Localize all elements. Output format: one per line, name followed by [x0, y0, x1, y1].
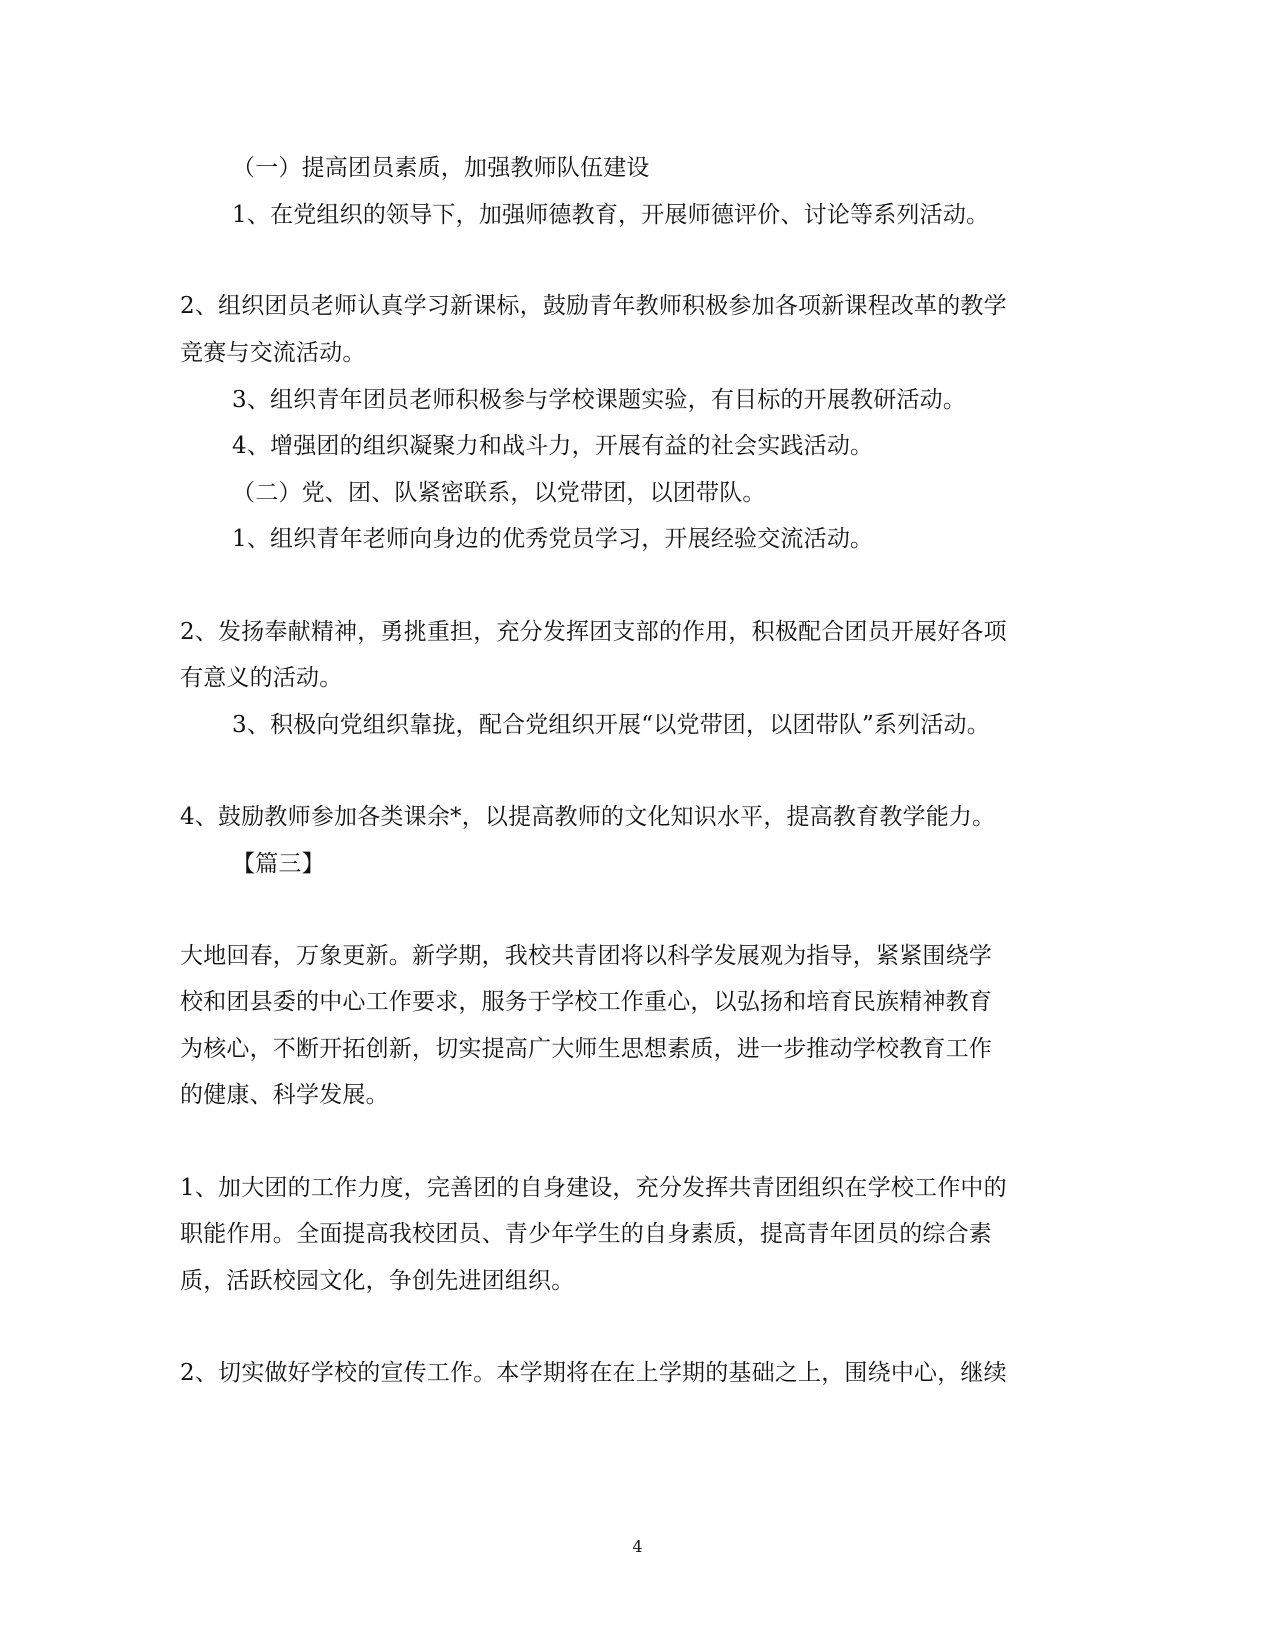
page-number: 4 — [632, 1537, 643, 1556]
paragraph-line: 3、组织青年团员老师积极参与学校课题实验，有目标的开展教研活动。 — [232, 387, 967, 413]
paragraph-line: 2、切实做好学校的宣传工作。本学期将在在上学期的基础之上，围绕中心，继续 — [180, 1360, 1007, 1386]
paragraph-line: 大地回春，万象更新。新学期，我校共青团将以科学发展观为指导，紧紧围绕学 — [180, 943, 992, 969]
paragraph-line: 4、鼓励教师参加各类课余*，以提高教师的文化知识水平，提高教育教学能力。 — [180, 804, 996, 830]
paragraph-line: 有意义的活动。 — [180, 665, 343, 691]
paragraph-line: 校和团县委的中心工作要求，服务于学校工作重心，以弘扬和培育民族精神教育 — [180, 989, 992, 1015]
paragraph-line: 为核心，不断开拓创新，切实提高广大师生思想素质，进一步推动学校教育工作 — [180, 1036, 992, 1062]
paragraph-line: 的健康、科学发展。 — [180, 1082, 389, 1108]
paragraph-line: 2、发扬奉献精神，勇挑重担，充分发挥团支部的作用，积极配合团员开展好各项 — [180, 619, 1007, 645]
paragraph-line: 竞赛与交流活动。 — [180, 340, 366, 366]
paragraph-line: 1、在党组织的领导下，加强师德教育，开展师德评价、讨论等系列活动。 — [232, 202, 990, 228]
paragraph-line: 质，活跃校园文化，争创先进团组织。 — [180, 1268, 575, 1294]
paragraph-line: 3、积极向党组织靠拢，配合党组织开展“以党带团，以团带队”系列活动。 — [232, 712, 990, 738]
paragraph-line: 2、组织团员老师认真学习新课标，鼓励青年教师积极参加各项新课程改革的教学 — [180, 293, 1007, 319]
paragraph-line: 4、增强团的组织凝聚力和战斗力，开展有益的社会实践活动。 — [232, 433, 874, 459]
paragraph-line: 1、加大团的工作力度，完善团的自身建设，充分发挥共青团组织在学校工作中的 — [180, 1175, 1007, 1201]
heading-section-two: （二）党、团、队紧密联系，以党带团，以团带队。 — [232, 480, 766, 506]
heading-section-one: （一）提高团员素质，加强教师队伍建设 — [232, 155, 650, 181]
paragraph-line: 1、组织青年老师向身边的优秀党员学习，开展经验交流活动。 — [232, 526, 874, 552]
section-title-part-three: 【篇三】 — [232, 851, 325, 877]
paragraph-line: 职能作用。全面提高我校团员、青少年学生的自身素质，提高青年团员的综合素 — [180, 1221, 992, 1247]
